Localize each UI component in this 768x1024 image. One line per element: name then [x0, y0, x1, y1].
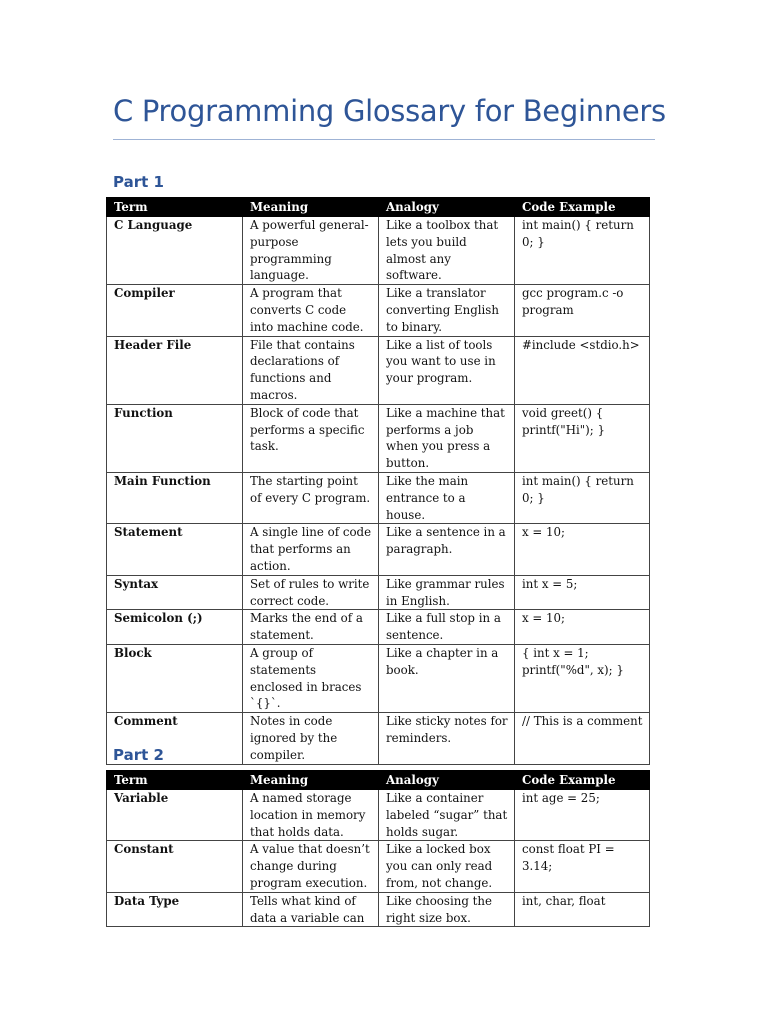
table-row — [107, 610, 650, 645]
table-header-row — [107, 771, 650, 790]
meaning-cell: A single line of code that performs an action. — [243, 524, 379, 575]
meaning-cell: Set of rules to write correct code. — [243, 575, 379, 610]
meaning-cell: Block of code that performs a specific task. — [243, 404, 379, 472]
meaning-cell: A named storage location in memory that holds data. — [243, 790, 379, 841]
meaning-cell: The starting point of every C program. — [243, 472, 379, 523]
table-header-row — [107, 198, 650, 217]
term-cell: Data Type — [107, 892, 243, 927]
term-cell: C Language — [107, 217, 243, 285]
analogy-cell: Like the main entrance to a house. — [379, 472, 515, 523]
table-row — [107, 285, 650, 336]
table-row — [107, 713, 650, 764]
header-term: Term — [107, 198, 243, 217]
analogy-cell: Like a locked box you can only read from, not change. — [379, 841, 515, 892]
code-cell: int, char, float — [515, 892, 650, 927]
part2-heading: Part 2 — [113, 746, 164, 764]
term-cell: Semicolon (;) — [107, 610, 243, 645]
table-row — [107, 575, 650, 610]
term-cell: Comment — [107, 713, 243, 764]
analogy-cell: Like a chapter in a book. — [379, 644, 515, 712]
table-row — [107, 524, 650, 575]
analogy-cell: Like a machine that performs a job when you press a button. — [379, 404, 515, 472]
code-cell: void greet() { printf("Hi"); } — [515, 404, 650, 472]
header-analogy: Analogy — [379, 198, 515, 217]
analogy-cell: Like a toolbox that lets you build almost any software. — [379, 217, 515, 285]
analogy-cell: Like a list of tools you want to use in your program. — [379, 336, 515, 404]
term-cell: Header File — [107, 336, 243, 404]
header-term: Term — [107, 771, 243, 790]
header-meaning: Meaning — [243, 198, 379, 217]
term-cell: Function — [107, 404, 243, 472]
title-divider — [113, 139, 655, 140]
analogy-cell: Like a sentence in a paragraph. — [379, 524, 515, 575]
term-cell: Variable — [107, 790, 243, 841]
term-cell: Syntax — [107, 575, 243, 610]
meaning-cell: File that contains declarations of functions and macros. — [243, 336, 379, 404]
analogy-cell: Like sticky notes for reminders. — [379, 713, 515, 764]
meaning-cell: A group of statements enclosed in braces `{}`. — [243, 644, 379, 712]
page-title: C Programming Glossary for Beginners — [113, 94, 666, 128]
part1-heading: Part 1 — [113, 173, 164, 191]
code-cell: const float PI = 3.14; — [515, 841, 650, 892]
table-row — [107, 336, 650, 404]
header-meaning: Meaning — [243, 771, 379, 790]
term-cell: Block — [107, 644, 243, 712]
table-row — [107, 644, 650, 712]
analogy-cell: Like a container labeled “sugar” that holds sugar. — [379, 790, 515, 841]
code-cell: x = 10; — [515, 524, 650, 575]
glossary-table-part1 — [106, 197, 650, 765]
term-cell: Compiler — [107, 285, 243, 336]
meaning-cell: A powerful general-purpose programming language. — [243, 217, 379, 285]
term-cell: Main Function — [107, 472, 243, 523]
code-cell: #include <stdio.h> — [515, 336, 650, 404]
meaning-cell: A value that doesn’t change during program execution. — [243, 841, 379, 892]
table-row — [107, 472, 650, 523]
table-row — [107, 892, 650, 927]
code-cell: gcc program.c -o program — [515, 285, 650, 336]
code-cell: int age = 25; — [515, 790, 650, 841]
header-code-example: Code Example — [515, 198, 650, 217]
term-cell: Statement — [107, 524, 243, 575]
meaning-cell: Marks the end of a statement. — [243, 610, 379, 645]
glossary-table-part2 — [106, 770, 650, 927]
code-cell: int x = 5; — [515, 575, 650, 610]
header-code-example: Code Example — [515, 771, 650, 790]
meaning-cell: Tells what kind of data a variable can — [243, 892, 379, 927]
analogy-cell: Like choosing the right size box. — [379, 892, 515, 927]
code-cell: // This is a comment — [515, 713, 650, 764]
table-row — [107, 404, 650, 472]
analogy-cell: Like a translator converting English to binary. — [379, 285, 515, 336]
meaning-cell: Notes in code ignored by the compiler. — [243, 713, 379, 764]
code-cell: x = 10; — [515, 610, 650, 645]
term-cell: Constant — [107, 841, 243, 892]
code-cell: int main() { return 0; } — [515, 217, 650, 285]
table-row — [107, 790, 650, 841]
analogy-cell: Like a full stop in a sentence. — [379, 610, 515, 645]
analogy-cell: Like grammar rules in English. — [379, 575, 515, 610]
table-row — [107, 841, 650, 892]
meaning-cell: A program that converts C code into machine code. — [243, 285, 379, 336]
code-cell: int main() { return 0; } — [515, 472, 650, 523]
header-analogy: Analogy — [379, 771, 515, 790]
code-cell: { int x = 1; printf("%d", x); } — [515, 644, 650, 712]
table-row — [107, 217, 650, 285]
